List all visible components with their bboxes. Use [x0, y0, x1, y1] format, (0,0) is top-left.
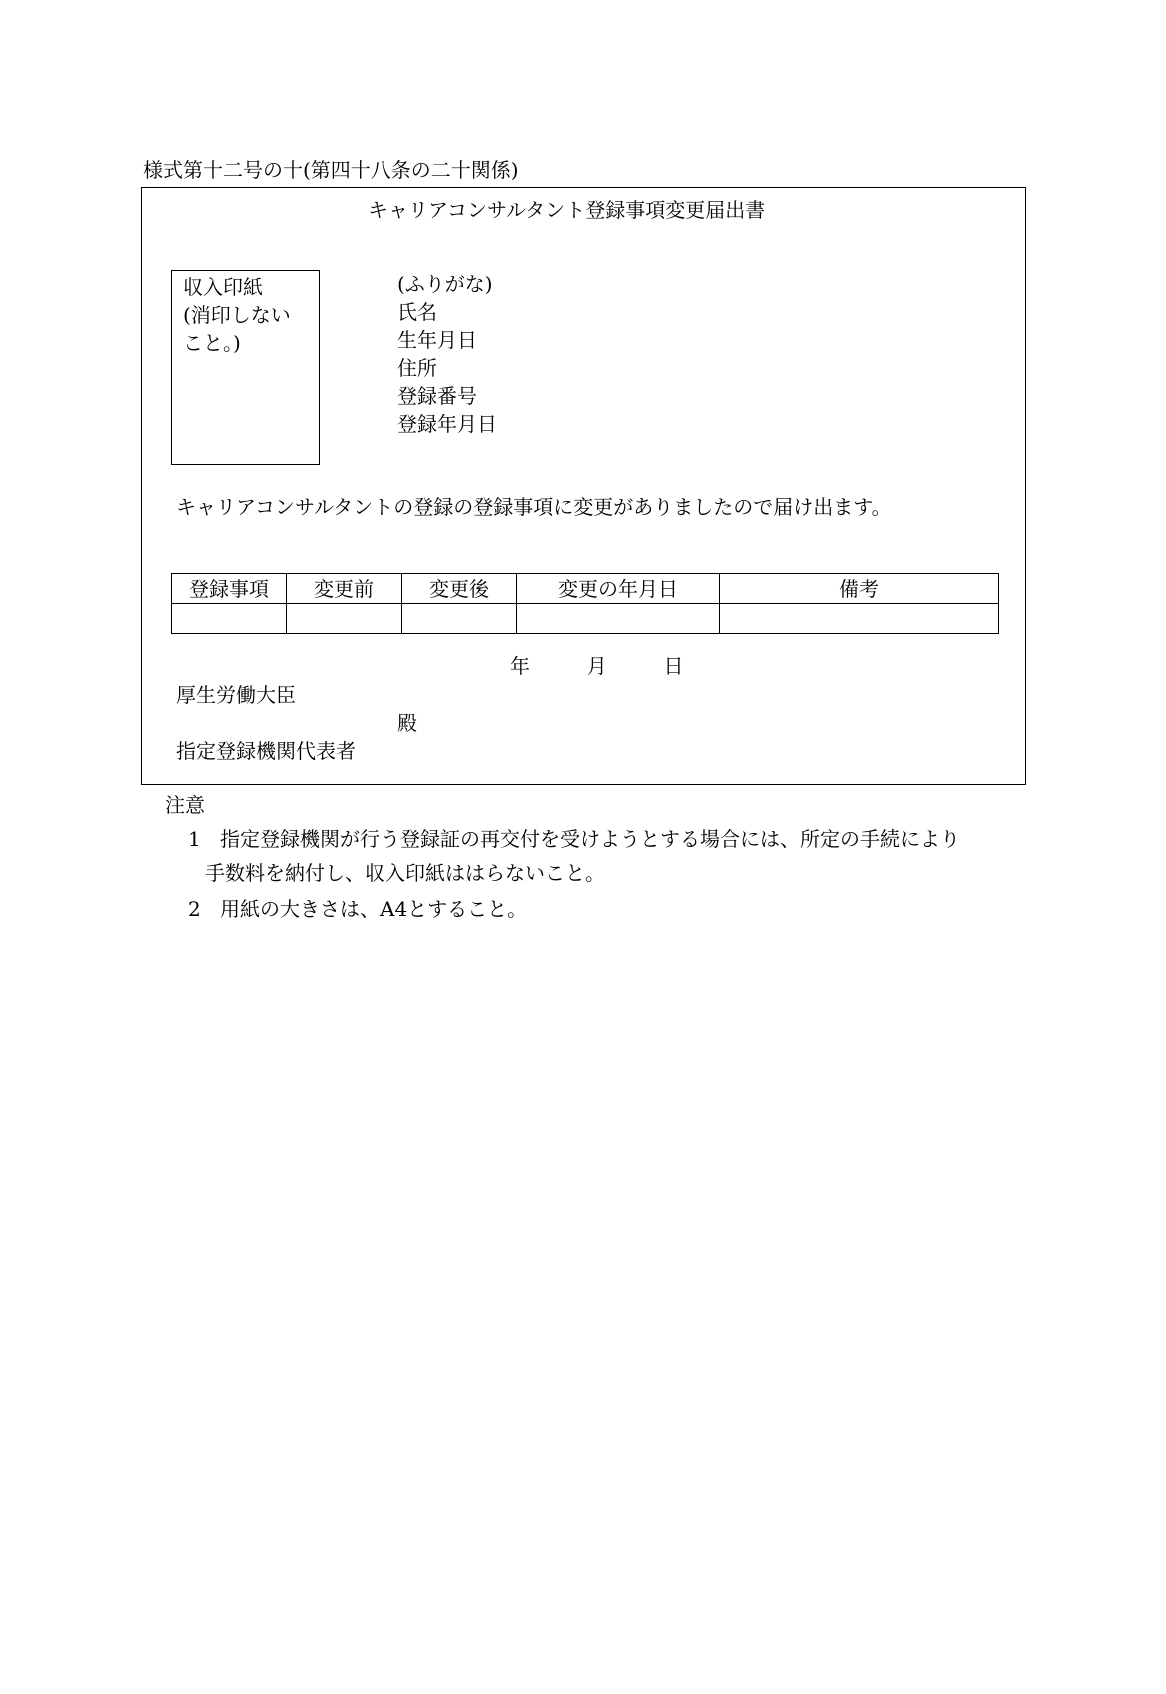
note-1-number: 1: [188, 827, 201, 851]
address-label: 住所: [397, 356, 437, 380]
cell-remarks[interactable]: [720, 604, 999, 634]
name-label: 氏名: [397, 300, 437, 324]
submission-date-line: [510, 656, 683, 676]
year-label: 年: [510, 654, 530, 678]
furigana-label: (ふりがな): [397, 272, 493, 296]
addressee-agency: 指定登録機関代表者: [176, 739, 356, 763]
cell-change-date[interactable]: [517, 604, 720, 634]
declaration-statement: キャリアコンサルタントの登録の登録事項に変更がありましたので届け出ます。: [176, 495, 892, 519]
day-label: 日: [663, 654, 684, 678]
header-remarks: 備考: [720, 574, 999, 604]
addressee-honorific: 殿: [397, 711, 417, 735]
stamp-label-line-1: 収入印紙: [183, 275, 263, 299]
cell-registration-item[interactable]: [172, 604, 287, 634]
cell-before-change[interactable]: [287, 604, 402, 634]
change-table: [171, 573, 999, 634]
notes-heading: 注意: [165, 793, 205, 817]
header-registration-item: 登録事項: [172, 574, 287, 604]
form-number-header: 様式第十二号の十(第四十八条の二十関係): [143, 158, 519, 182]
stamp-label-line-3: こと。): [183, 331, 241, 355]
table-row: [172, 604, 999, 634]
addressee-minister: 厚生労働大臣: [176, 683, 296, 707]
header-before-change: 変更前: [287, 574, 402, 604]
note-1-text-line-2: 手数料を納付し、収入印紙ははらないこと。: [205, 861, 605, 885]
cell-after-change[interactable]: [402, 604, 517, 634]
note-1-text-line-1: 指定登録機関が行う登録証の再交付を受けようとする場合には、所定の手続により: [220, 827, 960, 851]
birth-date-label: 生年月日: [397, 328, 477, 352]
revenue-stamp-box: [171, 270, 320, 465]
note-2-number: 2: [188, 897, 201, 921]
registration-date-label: 登録年月日: [397, 412, 497, 436]
registration-number-label: 登録番号: [397, 384, 477, 408]
form-title: キャリアコンサルタント登録事項変更届出書: [368, 198, 766, 222]
header-change-date: 変更の年月日: [517, 574, 720, 604]
note-2-text: 用紙の大きさは、A4とすること。: [220, 897, 528, 921]
header-after-change: 変更後: [402, 574, 517, 604]
month-label: 月: [586, 654, 607, 678]
table-header-row: [172, 574, 999, 604]
stamp-label-line-2: (消印しない: [183, 303, 291, 327]
